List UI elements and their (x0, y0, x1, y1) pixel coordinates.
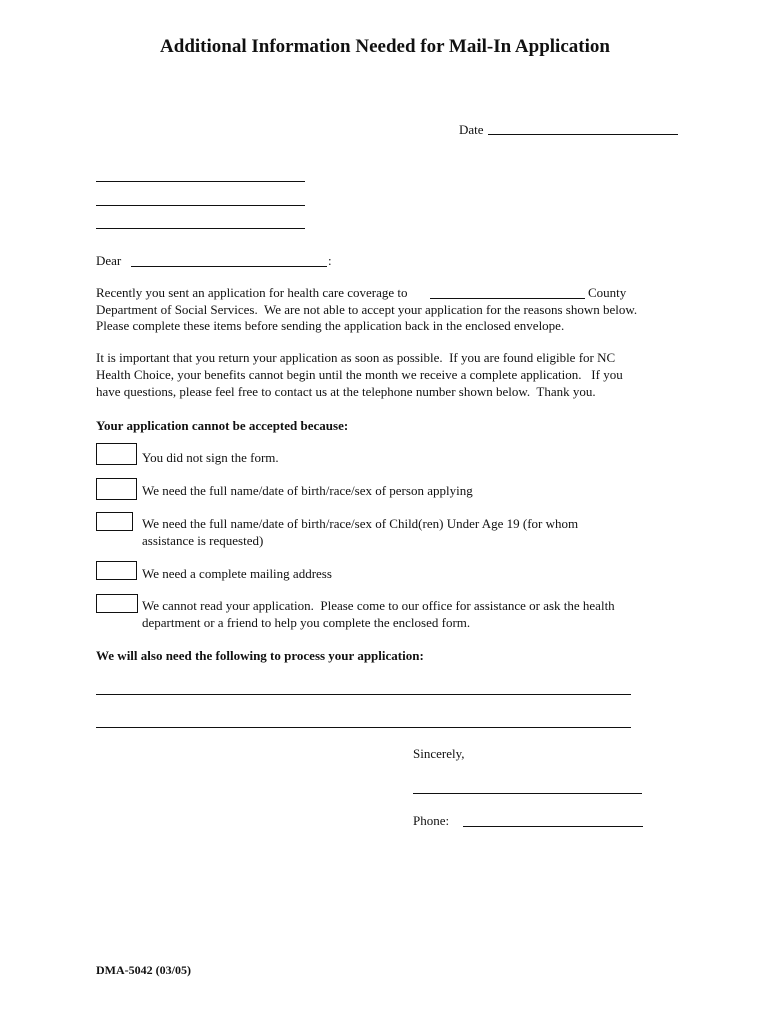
address-line-1[interactable] (96, 181, 305, 182)
dear-colon: : (328, 253, 332, 268)
county-field[interactable] (430, 298, 585, 299)
para1-line3: Please complete these items before sending the application back in the enclosed envelope. (96, 318, 565, 333)
phone-label: Phone: (413, 813, 450, 828)
form-number: DMA-5042 (03/05) (96, 963, 191, 977)
reason-checkbox-mailing-address[interactable] (96, 561, 137, 580)
reasons-heading: Your application cannot be accepted because: (96, 418, 349, 433)
closing-text: Sincerely, (413, 746, 465, 761)
para2-line3: have questions, please feel free to contact us at the telephone number shown below. Thank you. (96, 384, 596, 399)
para1-line1-pre: Recently you sent an application for health care coverage to (96, 285, 408, 300)
reason-checkbox-applicant-info[interactable] (96, 478, 137, 500)
also-needed-heading: We will also need the following to process your application: (96, 648, 424, 663)
recipient-name-field[interactable] (131, 266, 327, 267)
para2-line2: Health Choice, your benefits cannot begin until the month we receive a complete application. If you (96, 367, 623, 382)
reason-checkbox-child-info[interactable] (96, 512, 133, 531)
reason-checkbox-unreadable[interactable] (96, 594, 138, 613)
para2-line1: It is important that you return your application as soon as possible. If you are found eligible for NC (96, 350, 616, 365)
reason-label-applicant-info: We need the full name/date of birth/race/sex of person applying (142, 483, 473, 498)
reason-label-child-info-line2: assistance is requested) (142, 533, 264, 548)
reason-label-unreadable-line2: department or a friend to help you complete the enclosed form. (142, 615, 471, 630)
address-line-3[interactable] (96, 228, 305, 229)
additional-info-line-1[interactable] (96, 694, 631, 695)
phone-field[interactable] (463, 826, 643, 827)
dear-label: Dear (96, 253, 122, 268)
para1-line2: Department of Social Services. We are not able to accept your application for the reasons shown below. (96, 302, 638, 317)
reason-label-mailing-address: We need a complete mailing address (142, 566, 332, 581)
date-label: Date (459, 122, 484, 137)
date-field[interactable] (488, 134, 678, 135)
reason-label-child-info-line1: We need the full name/date of birth/race/sex of Child(ren) Under Age 19 (for whom (142, 516, 579, 531)
reason-label-unsigned: You did not sign the form. (142, 450, 279, 465)
signature-line[interactable] (413, 793, 642, 794)
page-title: Additional Information Needed for Mail-In Application (160, 36, 610, 57)
additional-info-line-2[interactable] (96, 727, 631, 728)
reason-label-unreadable-line1: We cannot read your application. Please come to our office for assistance or ask the health (142, 598, 615, 613)
address-line-2[interactable] (96, 205, 305, 206)
reason-checkbox-unsigned[interactable] (96, 443, 137, 465)
para1-line1-post: County (588, 285, 627, 300)
